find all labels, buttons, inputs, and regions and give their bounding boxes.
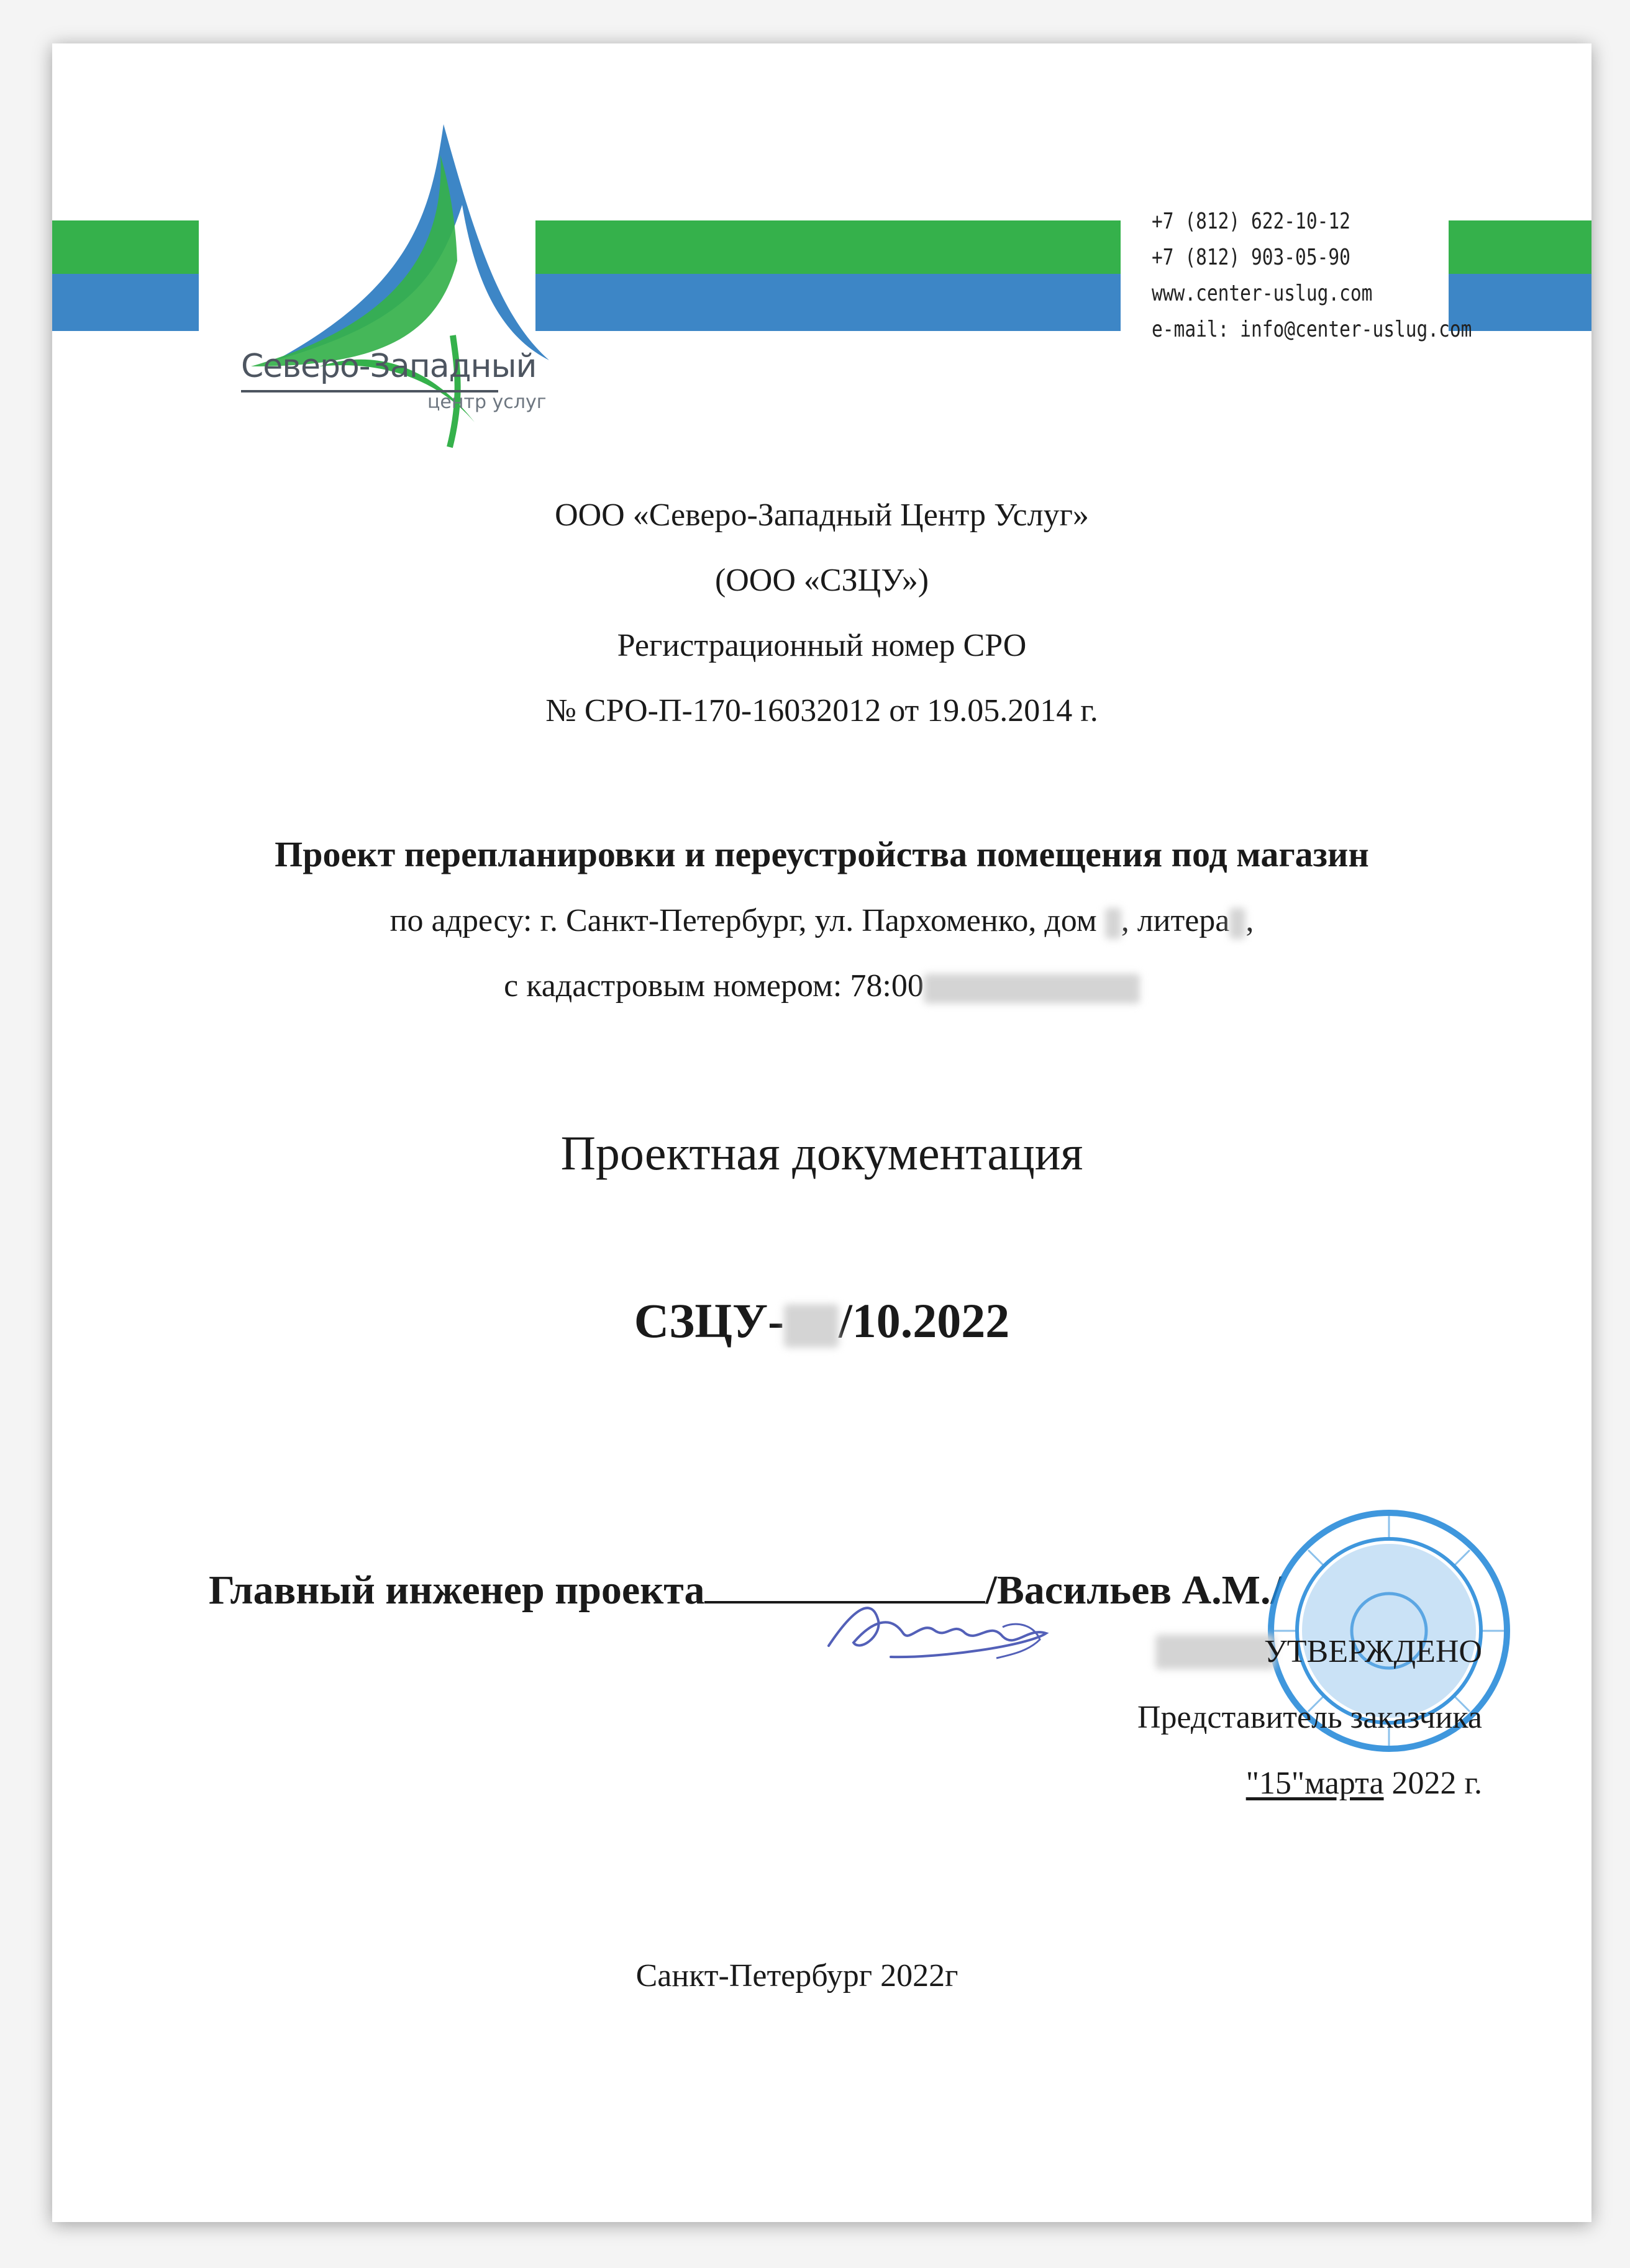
header-band-middle: [535, 220, 1121, 331]
logo-subtitle: центр услуг: [427, 391, 547, 413]
website-link[interactable]: www.center-uslug.com: [1152, 281, 1373, 306]
engineer-signoff: [209, 1564, 1282, 1614]
redacted-letter: [1229, 908, 1245, 939]
redacted-code: [784, 1304, 839, 1348]
address-mid: , литера: [1121, 903, 1230, 938]
sro-number: № СРО-П-170-16032012 от 19.05.2014 г.: [545, 693, 1098, 728]
address-prefix: по адресу: г. Санкт-Петербург, ул. Пархоменко, дом: [389, 903, 1097, 938]
redacted-cadastral: [924, 974, 1140, 1004]
phone-1: +7 (812) 622-10-12: [1152, 209, 1350, 234]
cadastral-number: [52, 968, 1591, 1004]
redacted-approver: [1155, 1635, 1275, 1669]
cadastral-prefix: с кадастровым номером: 78:00: [504, 968, 924, 1004]
code-prefix: СЗЦУ-: [634, 1294, 785, 1348]
engineer-label: Главный инженер проекта: [209, 1567, 705, 1613]
address-end: ,: [1245, 903, 1254, 938]
project-title: Проект перепланировки и переустройства помещения под магазин: [275, 834, 1369, 874]
approval-date-day: "15"марта: [1245, 1766, 1384, 1801]
redacted-house: [1105, 908, 1121, 939]
email-link[interactable]: e-mail: info@center-uslug.com: [1152, 317, 1472, 342]
document-type: Проектная документация: [560, 1126, 1083, 1180]
org-name: ООО «Северо-Западный Центр Услуг»: [555, 497, 1089, 533]
sro-label: Регистрационный номер СРО: [617, 628, 1027, 663]
customer-rep-label: Представитель заказчика: [1137, 1700, 1482, 1735]
footer-city-year: Санкт-Петербург 2022г: [635, 1958, 958, 1994]
header-band-left: [52, 220, 199, 331]
approved-label: УТВЕРЖДЕНО: [1263, 1634, 1482, 1669]
approval-date: [1246, 1765, 1482, 1802]
signature-icon: [816, 1584, 1077, 1677]
phone-2: +7 (812) 903-05-90: [1152, 245, 1350, 270]
document-code: [52, 1293, 1591, 1349]
engineer-name: /Васильев А.М./: [985, 1567, 1282, 1613]
code-suffix: /10.2022: [839, 1294, 1010, 1348]
approval-date-year: 2022 г.: [1391, 1766, 1482, 1801]
contact-block: [1152, 204, 1472, 348]
document-page: [52, 43, 1591, 2222]
logo-name: Северо-Западный: [241, 348, 537, 385]
company-logo-icon: [226, 75, 611, 472]
project-address: [52, 902, 1591, 939]
org-short-name: (ООО «СЗЦУ»): [714, 563, 929, 598]
